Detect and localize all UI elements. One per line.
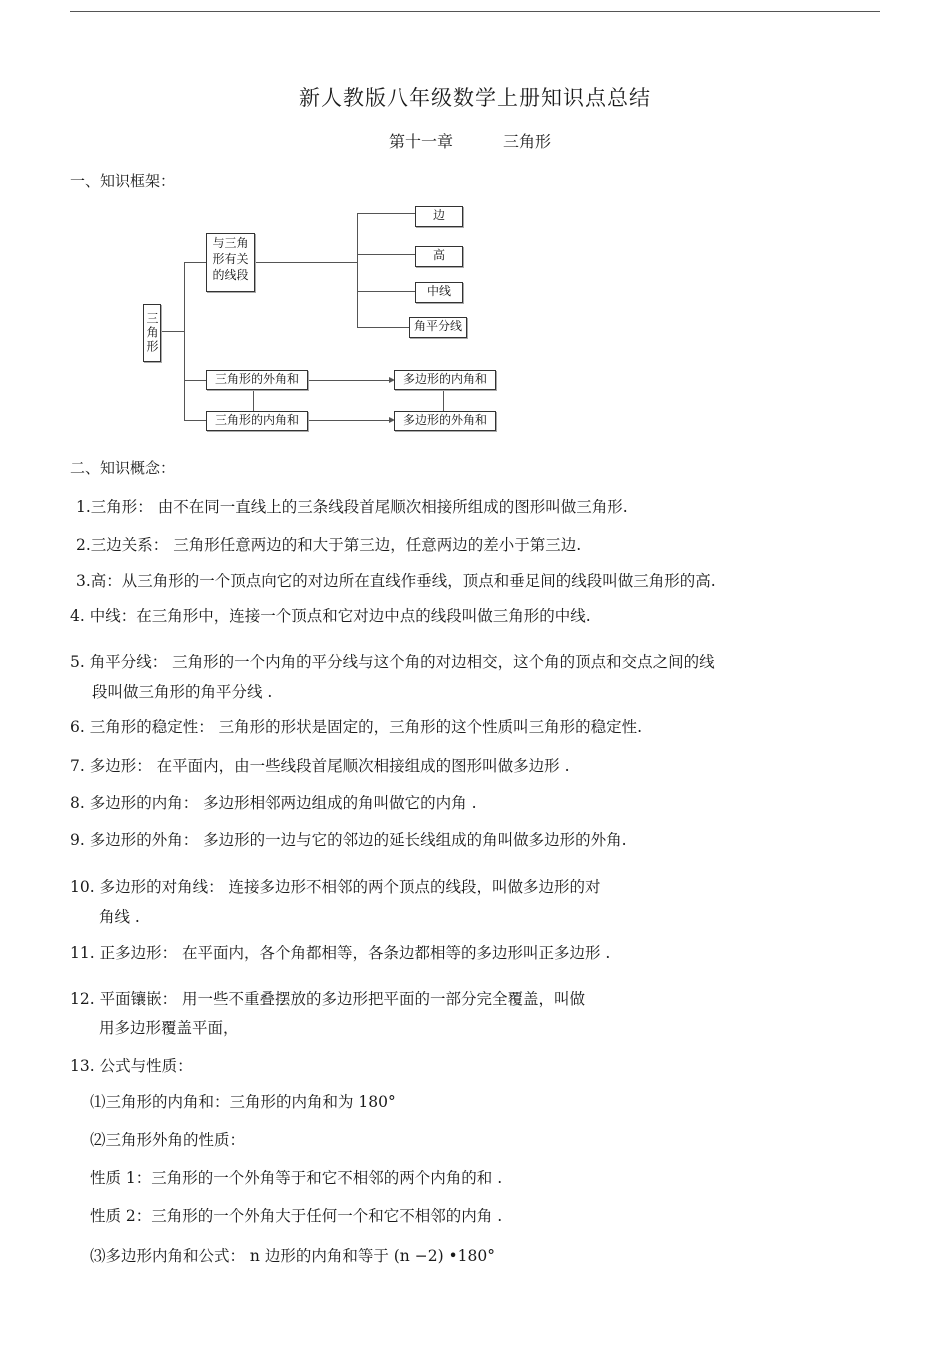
- concept-12-continued: 用多边形覆盖平面，: [99, 1019, 239, 1037]
- knowledge-framework-diagram: [0, 0, 950, 450]
- diagram-side: 边: [415, 206, 463, 227]
- concept-4-median: 4. 中线：在三角形中，连接一个顶点和它对边中点的线段叫做三角形的中线.: [70, 607, 591, 625]
- chapter-number: 第十一章: [389, 132, 454, 151]
- concept-5-continued: 段叫做三角形的角平分线 .: [92, 683, 273, 701]
- header-rule: [70, 11, 880, 12]
- formula-exterior-property: ⑵三角形外角的性质：: [90, 1131, 246, 1149]
- concept-2-side-relation: 2.三边关系： 三角形任意两边的和大于第三边，任意两边的差小于第三边.: [76, 536, 582, 554]
- chapter-name: 三角形: [503, 132, 552, 151]
- document-title: 新人教版八年级数学上册知识点总结: [299, 86, 651, 110]
- concept-9-exterior-angle: 9. 多边形的外角： 多边形的一边与它的邻边的延长线组成的角叫做多边形的外角.: [70, 831, 627, 849]
- property-2: 性质 2：三角形的一个外角大于任何一个和它不相邻的内角 .: [90, 1207, 503, 1225]
- concept-11-regular-polygon: 11. 正多边形： 在平面内，各个角都相等，各条边都相等的多边形叫正多边形 .: [70, 944, 611, 962]
- property-1: 性质 1：三角形的一个外角等于和它不相邻的两个内角的和 .: [90, 1169, 503, 1187]
- section-knowledge-framework: 一、知识框架：: [70, 172, 176, 190]
- concept-3-altitude: 3.高：从三角形的一个顶点向它的对边所在直线作垂线，顶点和垂足间的线段叫做三角形的高.: [76, 572, 716, 590]
- concept-8-interior-angle: 8. 多边形的内角： 多边形相邻两边组成的角叫做它的内角 .: [70, 794, 477, 812]
- concept-1-triangle: 1.三角形： 由不在同一直线上的三条线段首尾顺次相接所组成的图形叫做三角形.: [76, 498, 628, 516]
- diagram-root-triangle: 三角形: [143, 304, 161, 362]
- section-knowledge-concepts: 二、知识概念：: [70, 459, 176, 477]
- diagram-polygon-exterior-sum: 多边形的外角和: [394, 411, 496, 431]
- concept-7-polygon: 7. 多边形： 在平面内，由一些线段首尾顺次相接组成的图形叫做多边形 .: [70, 757, 570, 775]
- diagram-interior-sum: 三角形的内角和: [206, 411, 308, 431]
- formula-polygon-interior-sum: ⑶多边形内角和公式： n 边形的内角和等于 (n −2) •180°: [90, 1247, 496, 1265]
- diagram-segments-box: 与三角形有关的线段: [206, 233, 255, 292]
- concept-10-diagonal: 10. 多边形的对角线： 连接多边形不相邻的两个顶点的线段，叫做多边形的对: [70, 878, 601, 896]
- diagram-height: 高: [415, 246, 463, 267]
- diagram-angle-bisector: 角平分线: [409, 317, 467, 338]
- concept-6-stability: 6. 三角形的稳定性： 三角形的形状是固定的，三角形的这个性质叫三角形的稳定性.: [70, 718, 643, 736]
- formula-interior-sum: ⑴三角形的内角和：三角形的内角和为 180°: [90, 1093, 396, 1111]
- concept-12-tessellation: 12. 平面镶嵌： 用一些不重叠摆放的多边形把平面的一部分完全覆盖，叫做: [70, 990, 586, 1008]
- diagram-polygon-interior-sum: 多边形的内角和: [394, 370, 496, 390]
- concept-10-continued: 角线 .: [99, 908, 140, 926]
- diagram-median: 中线: [415, 282, 463, 303]
- concept-13-formulas: 13. 公式与性质：: [70, 1057, 193, 1075]
- concept-5-angle-bisector: 5. 角平分线： 三角形的一个内角的平分线与这个角的对边相交，这个角的顶点和交点之间的线: [70, 653, 715, 671]
- diagram-exterior-sum: 三角形的外角和: [206, 370, 308, 390]
